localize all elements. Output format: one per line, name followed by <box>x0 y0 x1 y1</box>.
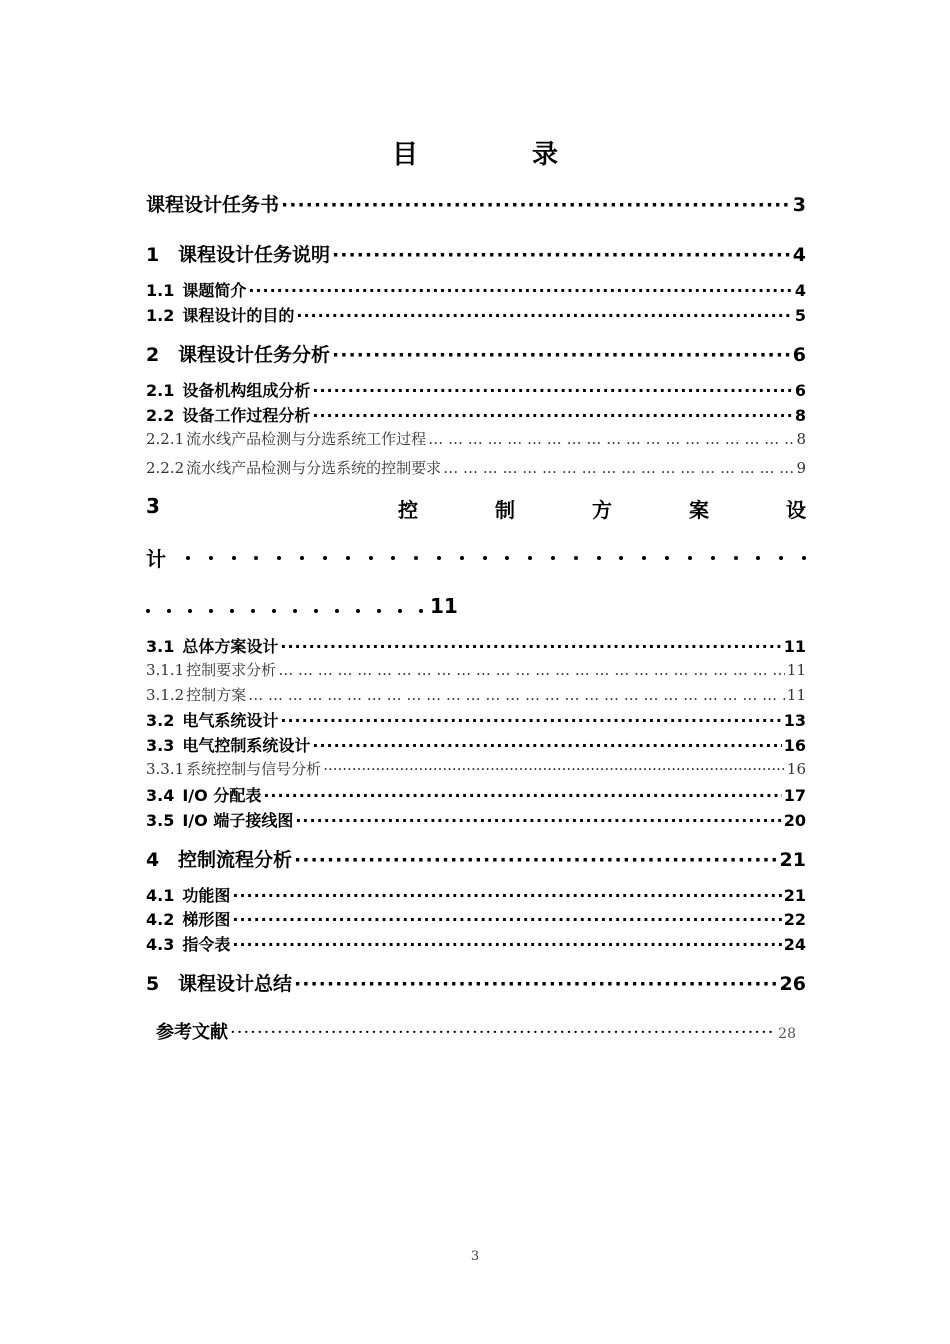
toc-entry-number: 4.1 <box>146 886 175 905</box>
toc-leader-dots <box>248 686 785 704</box>
toc-leader-dots <box>146 594 440 618</box>
toc-entry-label: 控制流程分析 <box>178 849 293 871</box>
leader-dot <box>167 609 171 613</box>
leader-dot <box>688 556 692 560</box>
toc-entry-s3-4[interactable] <box>146 783 806 806</box>
toc-leader-dots <box>295 811 781 830</box>
toc-entry-char: 控 <box>398 498 418 522</box>
leader-dot <box>300 556 304 560</box>
leader-dot <box>251 609 255 613</box>
toc-leader-dots <box>443 459 794 477</box>
toc-entry-s1-1[interactable] <box>146 278 806 301</box>
leader-dot <box>505 556 509 560</box>
toc-entry-page: 26 <box>779 973 806 995</box>
toc-entry-page: 8 <box>796 430 806 448</box>
toc-entry-page: 21 <box>783 886 806 905</box>
toc-entry-label: I/O 分配表 <box>182 786 262 805</box>
toc-entry-label: 指令表 <box>182 935 231 954</box>
toc-entry-number: 3.1.2 <box>146 686 185 704</box>
toc-entry-s4-2[interactable] <box>146 907 806 930</box>
leader-dot <box>346 556 350 560</box>
toc-entry-number: 3.1 <box>146 637 175 656</box>
toc-entry-label: 课程设计任务书 <box>146 194 280 216</box>
toc-entry-page: 21 <box>779 849 806 871</box>
toc-entry-number: 1.1 <box>146 281 175 300</box>
toc-entry-label: 流水线产品检测与分选系统的控制要求 <box>186 459 442 477</box>
leader-dot <box>230 609 234 613</box>
leader-dot <box>619 556 623 560</box>
toc-entry-number: 3.1.1 <box>146 661 185 679</box>
toc-entry-page: 11 <box>783 637 806 656</box>
toc-entry-page: 9 <box>796 459 806 477</box>
toc-entry-page: 22 <box>783 910 806 929</box>
toc-entry-number: 4 <box>146 849 160 871</box>
leader-dot <box>551 556 555 560</box>
toc-entry-number: 3.2 <box>146 711 175 730</box>
toc-entry-label: 课程设计总结 <box>178 973 293 995</box>
toc-entry-label: 电气控制系统设计 <box>182 736 311 755</box>
toc-entry-label: 电气系统设计 <box>182 711 279 730</box>
toc-entry-ch1[interactable] <box>146 240 806 267</box>
leader-dot <box>597 556 601 560</box>
toc-entry-page: 11 <box>786 661 806 679</box>
toc-entry-number: 1.2 <box>146 306 175 325</box>
toc-entry-number: 3.3 <box>146 736 175 755</box>
toc-leader-dots <box>296 306 793 325</box>
leader-dot <box>642 556 646 560</box>
toc-entry-char: 方 <box>592 498 612 522</box>
leader-dot <box>437 556 441 560</box>
toc-entry-label: 流水线产品检测与分选系统工作过程 <box>186 430 427 448</box>
leader-dot <box>335 609 339 613</box>
toc-leader-dots <box>312 736 781 755</box>
toc-leader-dots <box>312 406 793 425</box>
toc-entry-ch2[interactable] <box>146 340 806 367</box>
toc-leader-dots <box>232 886 781 905</box>
toc-entry-label: 课程设计任务分析 <box>178 344 331 366</box>
toc-entry-page: 17 <box>783 786 806 805</box>
leader-dot <box>146 609 150 613</box>
toc-entry-label: 功能图 <box>182 886 231 905</box>
toc-entry-label: 控制方案 <box>186 686 247 704</box>
toc-entry-label: 控制要求分析 <box>186 661 277 679</box>
leader-dot <box>209 609 213 613</box>
toc-entry-label: I/O 端子接线图 <box>182 811 294 830</box>
toc-entry-number: 2.2.2 <box>146 459 185 477</box>
toc-entry-label: 课题简介 <box>182 281 247 300</box>
toc-entry-references[interactable] <box>156 1018 796 1044</box>
leader-dot <box>419 609 423 613</box>
toc-entry-s1-2[interactable] <box>146 303 806 326</box>
leader-dot <box>528 556 532 560</box>
toc-entry-label: 课程设计的目的 <box>182 306 295 325</box>
toc-leader-dots <box>332 244 791 266</box>
leader-dot <box>574 556 578 560</box>
toc-entry-page: 13 <box>783 711 806 730</box>
leader-dot <box>186 556 190 560</box>
toc-entry-label: 参考文献 <box>156 1022 228 1043</box>
toc-leader-dots <box>278 661 785 679</box>
toc-entry-page: 16 <box>783 736 806 755</box>
toc-entry-number: 3 <box>146 494 160 518</box>
toc-entry-page: 16 <box>786 760 806 778</box>
toc-entry-number: 2.2 <box>146 406 175 425</box>
toc-entry-s3-1-1[interactable] <box>146 659 806 680</box>
leader-dot <box>293 609 297 613</box>
leader-dot <box>734 556 738 560</box>
leader-dot <box>665 556 669 560</box>
toc-entry-s2-2-2[interactable] <box>146 457 806 478</box>
toc-entry-number: 2 <box>146 344 160 366</box>
toc-entry-label: 梯形图 <box>182 910 231 929</box>
toc-entry-ch3-wrap <box>146 543 806 572</box>
toc-leader-dots <box>281 194 791 216</box>
toc-leader-dots <box>248 281 793 300</box>
leader-dot <box>314 609 318 613</box>
toc-entry-char: 设 <box>786 498 806 522</box>
toc-leader-dots <box>186 556 806 560</box>
leader-dot <box>277 556 281 560</box>
toc-entry-page: 6 <box>794 381 806 400</box>
toc-entry-page: 3 <box>792 194 806 216</box>
toc-entry-s4-3[interactable] <box>146 932 806 955</box>
toc-entry-label: 总体方案设计 <box>182 637 279 656</box>
toc-entry-s3-3[interactable] <box>146 733 806 756</box>
page-title: 目 录 <box>391 140 602 170</box>
page-number: 3 <box>470 1249 480 1264</box>
toc-entry-number: 5 <box>146 973 160 995</box>
leader-dot <box>391 556 395 560</box>
toc-leader-dots <box>312 381 793 400</box>
toc-entry-page: 5 <box>794 306 806 325</box>
leader-dot <box>398 609 402 613</box>
toc-entry-page: 11 <box>430 594 458 618</box>
toc-leader-dots <box>232 935 781 954</box>
leader-dot <box>802 556 806 560</box>
toc-leader-dots <box>230 1022 776 1043</box>
toc-entry-ch4[interactable] <box>146 845 806 872</box>
toc-entry-number: 2.1 <box>146 381 175 400</box>
toc-entry-number: 2.2.1 <box>146 430 185 448</box>
leader-dot <box>460 556 464 560</box>
toc-entry-page: 20 <box>783 811 806 830</box>
toc-entry-number: 3.4 <box>146 786 175 805</box>
toc-leader-dots <box>323 760 785 778</box>
toc-leader-dots <box>428 430 794 448</box>
toc-entry-number: 4.3 <box>146 935 175 954</box>
toc-leader-dots <box>280 711 781 730</box>
leader-dot <box>272 609 276 613</box>
toc-entry-number: 3.3.1 <box>146 760 185 778</box>
toc-entry-page: 28 <box>778 1026 796 1042</box>
toc-entry-s4-1[interactable] <box>146 883 806 906</box>
toc-entry-page: 8 <box>794 406 806 425</box>
toc-entry-page: 4 <box>794 281 806 300</box>
toc-entry-label: 设备工作过程分析 <box>182 406 311 425</box>
toc-entry-number: 3.5 <box>146 811 175 830</box>
leader-dot <box>756 556 760 560</box>
toc-entry-ch3[interactable] <box>146 494 806 523</box>
toc-leader-dots <box>232 910 781 929</box>
toc-leader-dots <box>294 973 778 995</box>
toc-leader-dots <box>280 637 781 656</box>
toc-entry-page: 6 <box>792 344 806 366</box>
toc-entry-label <box>398 494 806 523</box>
leader-dot <box>323 556 327 560</box>
toc-entry-task-book[interactable] <box>146 190 806 217</box>
toc-entry-number: 1 <box>146 244 160 266</box>
leader-dot <box>414 556 418 560</box>
toc-entry-s3-3-1[interactable] <box>146 758 806 779</box>
leader-dot <box>377 609 381 613</box>
toc-leader-dots <box>263 786 781 805</box>
toc-entry-page: 24 <box>783 935 806 954</box>
toc-entry-char: 制 <box>495 498 515 522</box>
toc-entry-s2-1[interactable] <box>146 378 806 401</box>
leader-dot <box>483 556 487 560</box>
leader-dot <box>254 556 258 560</box>
toc-leader-dots <box>294 849 778 871</box>
toc-entry-label: 课程设计任务说明 <box>178 244 331 266</box>
leader-dot <box>779 556 783 560</box>
leader-dot <box>356 609 360 613</box>
toc-entry-s3-5[interactable] <box>146 808 806 831</box>
leader-dot <box>188 609 192 613</box>
toc-entry-ch3-leader <box>146 594 458 618</box>
leader-dot <box>232 556 236 560</box>
toc-entry-char: 案 <box>689 498 709 522</box>
leader-dot <box>369 556 373 560</box>
toc-entry-s3-1-2[interactable] <box>146 684 806 705</box>
toc-entry-s2-2-1[interactable] <box>146 428 806 449</box>
toc-entry-s2-2[interactable] <box>146 403 806 426</box>
toc-entry-page: 4 <box>792 244 806 266</box>
toc-entry-page: 11 <box>786 686 806 704</box>
toc-entry-s3-2[interactable] <box>146 708 806 731</box>
toc-entry-label-wrap: 计 <box>146 547 166 571</box>
toc-entry-label: 系统控制与信号分析 <box>186 760 322 778</box>
toc-entry-number: 4.2 <box>146 910 175 929</box>
toc-leader-dots <box>332 344 791 366</box>
leader-dot <box>711 556 715 560</box>
toc-entry-s3-1[interactable] <box>146 634 806 657</box>
toc-entry-ch5[interactable] <box>146 969 806 996</box>
leader-dot <box>209 556 213 560</box>
toc-entry-label: 设备机构组成分析 <box>182 381 311 400</box>
